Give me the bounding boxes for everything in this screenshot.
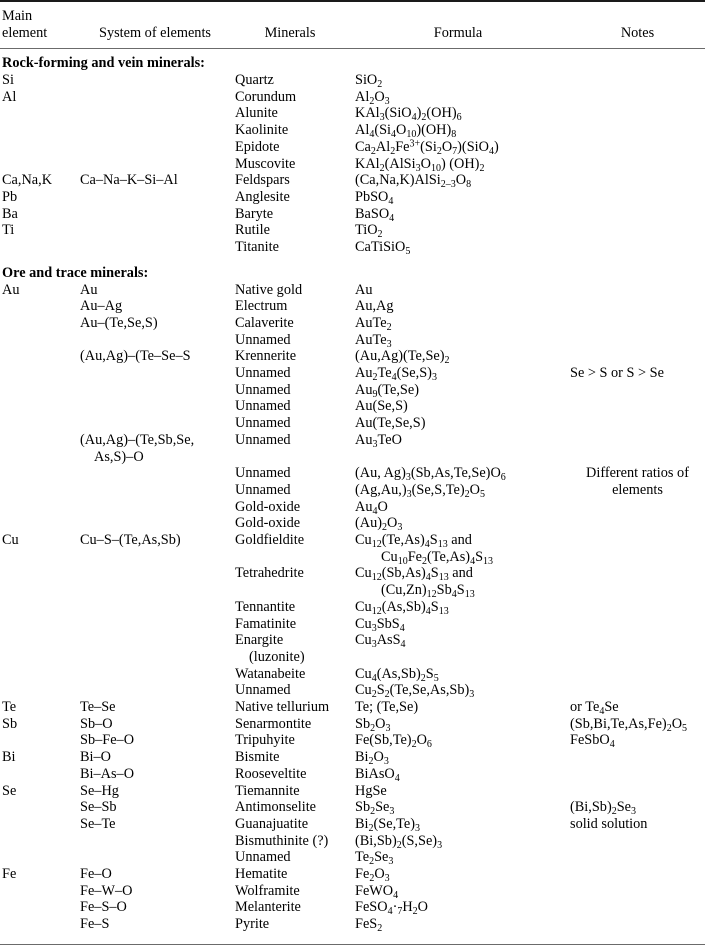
- cell-system-of-elements: Fe–W–O: [80, 882, 133, 899]
- table-row: [0, 332, 705, 349]
- cell-formula: $Au_4O$: [355, 498, 388, 517]
- cell-mineral-name: Corundum: [235, 88, 297, 105]
- cell-mineral-name: Unnamed: [235, 381, 291, 398]
- cell-mineral-name: Unnamed: [235, 465, 291, 482]
- table-row: [0, 105, 705, 122]
- cell-formula: $Cu_{12}(Sb,As)_4S_{13}$ and: [355, 565, 473, 584]
- cell-notes: elements: [612, 481, 663, 498]
- cell-main-element: Au: [2, 281, 20, 298]
- cell-formula: $Cu_{12}(Te,As)_4S_{13}$ and: [355, 532, 472, 550]
- cell-mineral-name: Enargite: [235, 632, 284, 649]
- table-row: [0, 465, 705, 482]
- cell-mineral-name: Tennantite: [235, 598, 296, 615]
- cell-system-of-elements: Se–Sb: [80, 799, 117, 816]
- cell-mineral-name: Calaverite: [235, 314, 294, 331]
- cell-system-of-elements: As,S)–O: [94, 448, 144, 465]
- cell-main-element: Se: [2, 782, 17, 799]
- cell-mineral-name: Unnamed: [235, 849, 291, 866]
- cell-mineral-name: Bismuthinite (?): [235, 832, 329, 849]
- cell-formula: Au(Se,S): [355, 398, 408, 415]
- cell-system-of-elements: Fe–O: [80, 866, 112, 883]
- cell-notes: Different ratios of: [586, 465, 689, 482]
- column-header-main-element-line2: element: [2, 24, 48, 41]
- table-row: [0, 89, 705, 106]
- cell-main-element: Ba: [2, 205, 18, 222]
- cell-formula: BaSO$_4$: [355, 205, 395, 224]
- cell-formula: $Au_2Te_4(Se,S)_3$: [355, 365, 437, 383]
- table-row: [0, 732, 705, 749]
- cell-mineral-name: Watanabeite: [235, 665, 306, 682]
- cell-system-of-elements: Bi–O: [80, 749, 111, 766]
- column-header-minerals: Minerals: [264, 25, 316, 41]
- cell-system-of-elements: Sb–O: [80, 715, 113, 732]
- cell-mineral-name: Electrum: [235, 298, 288, 315]
- cell-mineral-name: Melanterite: [235, 899, 301, 916]
- cell-formula: $Fe(Sb,Te)_2O_6$: [355, 732, 432, 751]
- cell-mineral-name: Krennerite: [235, 348, 297, 365]
- cell-formula: CaTiSiO$_5$: [355, 239, 411, 257]
- cell-mineral-name: Epidote: [235, 138, 280, 155]
- cell-formula: $Fe_2O_3$: [355, 866, 390, 884]
- table-bottom-rule: [0, 944, 705, 945]
- table-row: [0, 222, 705, 239]
- table-row: [0, 582, 705, 599]
- table-row: [0, 899, 705, 916]
- cell-formula: $Cu_{10}Fe_2(Te,As)_4S_{13}$: [381, 548, 494, 567]
- table-row: [0, 849, 705, 866]
- column-header-formula: Formula: [433, 25, 483, 41]
- table-row: [0, 206, 705, 223]
- table-row: [0, 833, 705, 850]
- table-row: [0, 632, 705, 649]
- cell-formula: Au: [355, 281, 373, 298]
- cell-formula: $KAl_3(SiO_4)_2(OH)_6$: [355, 105, 462, 124]
- cell-mineral-name: Senarmontite: [235, 715, 312, 732]
- cell-main-element: Te: [2, 699, 17, 716]
- table-row: [0, 482, 705, 499]
- cell-mineral-name: Muscovite: [235, 155, 296, 172]
- cell-mineral-name: Unnamed: [235, 365, 291, 382]
- cell-formula: $Al_4(Si_4O_{10})(OH)_8$: [355, 122, 457, 140]
- cell-mineral-name: Rooseveltite: [235, 765, 307, 782]
- cell-system-of-elements: (Au,Ag)–(Te–Se–S: [80, 348, 191, 365]
- table-row: [0, 716, 705, 733]
- cell-formula: HgSe: [355, 782, 387, 799]
- cell-formula: Au(Te,Se,S): [355, 415, 426, 432]
- cell-main-element: Ti: [2, 222, 15, 239]
- cell-main-element: Bi: [2, 749, 16, 766]
- table-row: [0, 549, 705, 566]
- cell-system-of-elements: Sb–Fe–O: [80, 732, 135, 749]
- table-row: [0, 565, 705, 582]
- cell-mineral-name: Unnamed: [235, 481, 291, 498]
- cell-formula: (Au, $Ag)_3(Sb,As,Te,Se)O_6$: [355, 465, 506, 484]
- cell-mineral-name: Native gold: [235, 281, 303, 298]
- cell-formula: $Bi_2O_3$: [355, 749, 389, 767]
- table-row: [0, 156, 705, 173]
- table-row: [0, 72, 705, 89]
- table-row: [0, 883, 705, 900]
- table-row: [0, 172, 705, 189]
- cell-main-element: Al: [2, 88, 17, 105]
- cell-notes: or $Te_4Se$: [570, 699, 619, 717]
- section-heading: Ore and trace minerals:: [2, 264, 149, 281]
- cell-formula: Te; (Te,Se): [355, 699, 419, 716]
- cell-mineral-name: Unnamed: [235, 331, 291, 348]
- table-row: [0, 365, 705, 382]
- table-row: [0, 649, 705, 666]
- table-row: [0, 599, 705, 616]
- cell-mineral-name: Wolframite: [235, 882, 300, 899]
- cell-formula: $(Cu,Zn)_{12}Sb_4S_{13}$: [381, 582, 475, 600]
- cell-mineral-name: Baryte: [235, 205, 274, 222]
- cell-mineral-name: Titanite: [235, 239, 279, 255]
- cell-formula: $Cu_4(As,Sb)_2S_5$: [355, 665, 439, 684]
- cell-mineral-name: Gold-oxide: [235, 498, 301, 515]
- table-row: [0, 666, 705, 683]
- table-row: [0, 189, 705, 206]
- column-header-main-element-line1: Main: [2, 8, 33, 24]
- table-row: [0, 682, 705, 699]
- cell-formula: BiAsO$_4$: [355, 765, 400, 784]
- table-header-rule: [0, 48, 705, 49]
- cell-formula: $Te_2Se_3$: [355, 849, 394, 868]
- cell-mineral-name: Unnamed: [235, 415, 291, 432]
- table-row: [0, 315, 705, 332]
- cell-mineral-name: (luzonite): [249, 648, 305, 665]
- cell-system-of-elements: Te–Se: [80, 699, 116, 716]
- table-row: [0, 122, 705, 139]
- table-row: [0, 348, 705, 365]
- cell-formula: PbSO$_4$: [355, 188, 394, 207]
- cell-formula: $FeSO_4\cdot_7H_2O$: [355, 899, 428, 918]
- cell-mineral-name: Tiemannite: [235, 782, 300, 799]
- cell-system-of-elements: Fe–S–O: [80, 899, 127, 916]
- table-row: [0, 382, 705, 399]
- cell-mineral-name: Kaolinite: [235, 122, 289, 139]
- cell-formula: $(Ca,Na,K)AlSi_{2-3}O_8$: [355, 172, 472, 190]
- cell-formula: $Sb_2O_3$: [355, 715, 391, 734]
- cell-formula: $(Ag,Au,)_3(Se,S,Te)_2O_5$: [355, 481, 485, 500]
- table-row: [0, 749, 705, 766]
- cell-formula: $Cu_{12}(As,Sb)_4S_{13}$: [355, 598, 449, 617]
- cell-main-element: Fe: [2, 866, 17, 883]
- cell-main-element: Sb: [2, 715, 18, 732]
- cell-system-of-elements: Se–Hg: [80, 782, 119, 799]
- cell-system-of-elements: Au–(Te,Se,S): [80, 314, 158, 331]
- cell-formula: FeS$_2$: [355, 916, 383, 934]
- cell-formula: $KAl_2(AlSi_3O_{10})$ $(OH)_2$: [355, 155, 485, 174]
- cell-formula: $(Au)_2O_3$: [355, 515, 403, 534]
- table-row: [0, 139, 705, 156]
- cell-formula: $Al_2O_3$: [355, 88, 390, 107]
- table-row: [0, 515, 705, 532]
- cell-formula: $Cu_3SbS_4$: [355, 615, 405, 634]
- cell-mineral-name: Unnamed: [235, 682, 291, 699]
- cell-main-element: Si: [2, 72, 14, 88]
- cell-formula: $Ca_2Al_2Fe^{3+}(Si_2O_7)(SiO_4)$: [355, 138, 499, 157]
- cell-mineral-name: Rutile: [235, 222, 270, 239]
- table-row: [0, 783, 705, 800]
- cell-mineral-name: Alunite: [235, 105, 278, 122]
- cell-formula: TiO$_2$: [355, 222, 383, 241]
- table-row: [0, 866, 705, 883]
- cell-formula: $Bi_2(Se,Te)_3$: [355, 815, 420, 834]
- cell-main-element: Ca,Na,K: [2, 172, 53, 189]
- table-row: [0, 916, 705, 933]
- table-top-rule: [0, 0, 705, 2]
- cell-formula: $Sb_2Se_3$: [355, 799, 395, 818]
- cell-mineral-name: Famatinite: [235, 615, 297, 632]
- cell-formula: $Au_9(Te,Se)$: [355, 381, 419, 400]
- cell-notes: FeSbO$_4$: [570, 732, 615, 751]
- table-row: [0, 499, 705, 516]
- cell-mineral-name: Native tellurium: [235, 699, 330, 716]
- cell-mineral-name: Tetrahedrite: [235, 565, 304, 582]
- cell-notes: $(Sb,Bi,Te,As,Fe)_2O_5$: [570, 715, 688, 734]
- cell-formula: $Cu_2S_2(Te,Se,As,Sb)_3$: [355, 682, 475, 701]
- cell-formula: FeWO$_4$: [355, 882, 399, 901]
- cell-mineral-name: Unnamed: [235, 431, 291, 448]
- cell-formula: $Au_3TeO$: [355, 431, 402, 450]
- table-row: [0, 415, 705, 432]
- cell-system-of-elements: (Au,Ag)–(Te,Sb,Se,: [80, 431, 195, 448]
- column-header-system-of-elements: System of elements: [99, 25, 211, 41]
- table-row: [0, 432, 705, 449]
- cell-formula: AuTe$_2$: [355, 314, 392, 333]
- cell-mineral-name: Bismite: [235, 749, 280, 766]
- cell-system-of-elements: Cu–S–(Te,As,Sb): [80, 532, 181, 549]
- cell-mineral-name: Goldfieldite: [235, 532, 305, 549]
- cell-formula: Au,Ag: [355, 298, 394, 315]
- column-header-main-element: [2, 8, 47, 41]
- cell-system-of-elements: Fe–S: [80, 916, 110, 933]
- cell-formula: $(Au,Ag)(Te,Se)_2$: [355, 348, 450, 367]
- cell-mineral-name: Hematite: [235, 866, 288, 883]
- table-row: [0, 699, 705, 716]
- cell-mineral-name: Quartz: [235, 72, 274, 88]
- table-row: [0, 616, 705, 633]
- column-header-notes: Notes: [620, 25, 655, 41]
- table-row: [0, 532, 705, 549]
- cell-system-of-elements: Au: [80, 281, 98, 298]
- section-heading: Rock-forming and vein minerals:: [2, 55, 205, 72]
- table-row: [0, 282, 705, 299]
- table-row: [0, 398, 705, 415]
- table-row: [0, 449, 705, 466]
- cell-system-of-elements: Au–Ag: [80, 298, 123, 315]
- cell-mineral-name: Antimonselite: [235, 799, 317, 816]
- cell-main-element: Pb: [2, 188, 18, 205]
- cell-system-of-elements: Ca–Na–K–Si–Al: [80, 172, 178, 189]
- cell-mineral-name: Anglesite: [235, 188, 290, 205]
- table-row: [0, 766, 705, 783]
- cell-notes: $(Bi,Sb)_2Se_3$: [570, 799, 637, 818]
- cell-mineral-name: Guanajuatite: [235, 815, 309, 832]
- cell-system-of-elements: Se–Te: [80, 815, 116, 832]
- cell-mineral-name: Pyrite: [235, 916, 270, 933]
- table-row: [0, 239, 705, 256]
- cell-notes: solid solution: [570, 815, 648, 832]
- cell-system-of-elements: Bi–As–O: [80, 765, 135, 782]
- cell-formula: AuTe$_3$: [355, 331, 392, 350]
- cell-mineral-name: Feldspars: [235, 172, 290, 189]
- cell-formula: $Cu_3AsS_4$: [355, 632, 406, 651]
- cell-mineral-name: Tripuhyite: [235, 732, 295, 749]
- cell-main-element: Cu: [2, 532, 19, 549]
- cell-mineral-name: Unnamed: [235, 398, 291, 415]
- table-row: [0, 799, 705, 816]
- table-row: [0, 816, 705, 833]
- cell-formula: $(Bi,Sb)_2(S,Se)_3$: [355, 832, 443, 851]
- cell-mineral-name: Gold-oxide: [235, 515, 301, 532]
- table-row: [0, 298, 705, 315]
- cell-notes: Se > S or S > Se: [570, 365, 664, 382]
- cell-formula: SiO$_2$: [355, 72, 383, 90]
